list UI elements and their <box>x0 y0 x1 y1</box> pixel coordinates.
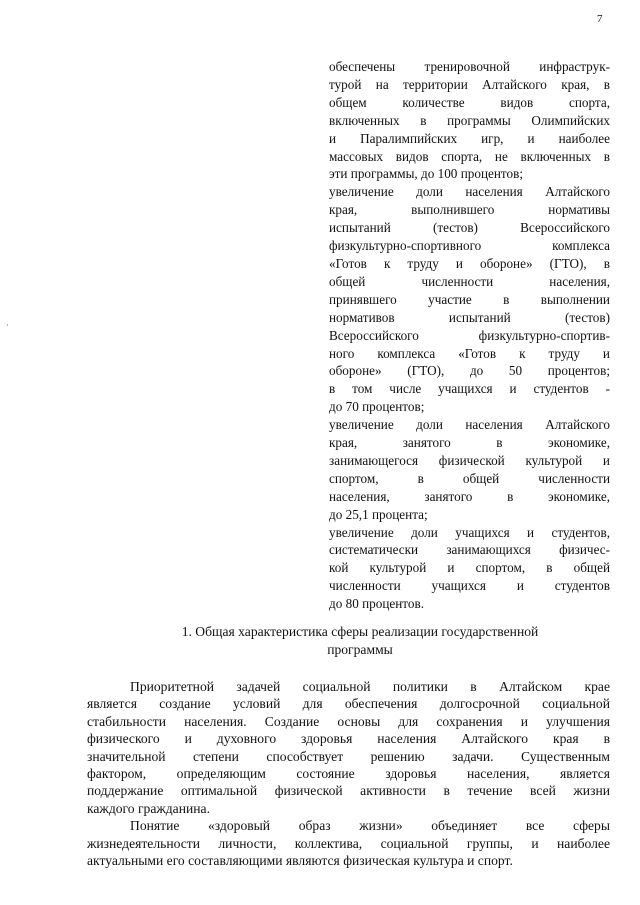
margin-mark: · <box>6 320 9 330</box>
text-line: включенных в программы Олимпийских <box>329 112 610 128</box>
text-line: поддержание оптимальной физической активности в течение всей жизни <box>87 783 610 799</box>
text-line: турой на территории Алтайского края, в <box>329 76 610 92</box>
text-line: и Паралимпийских игр, и наиболее <box>329 130 610 146</box>
text-line: испытаний (тестов) Всероссийского <box>329 220 610 236</box>
text-line: ного комплекса «Готов к труду и <box>329 345 610 361</box>
text-line: стабильности населения. Создание основы для сохранения и улучшения <box>87 713 610 729</box>
text-line: обороне» (ГТО), до 50 процентов; <box>329 363 610 379</box>
section-heading-line-1: 1. Общая характеристика сферы реализации государственной <box>181 624 539 639</box>
text-line: Приоритетной задачей социальной политики в Алтайском крае <box>130 679 610 694</box>
text-line: фактором, определяющим состояние здоровья населения, является <box>87 766 610 782</box>
text-line: до 80 процентов. <box>329 596 425 612</box>
text-line: является создание условий для обеспечения долгосрочной социальной <box>87 696 610 712</box>
goals-list-block <box>329 58 610 613</box>
text-line: эти программы, до 100 процентов; <box>329 166 523 182</box>
text-line: до 25,1 процента; <box>329 506 428 522</box>
text-line: численности учащихся и студентов <box>329 578 610 594</box>
text-line: общей численности населения, <box>329 273 610 289</box>
text-line: края, выполнившего нормативы <box>329 202 610 218</box>
text-line: в том числе учащихся и студентов - <box>329 381 610 397</box>
text-line: значительной степени способствует решению задачи. Существенным <box>87 748 610 764</box>
text-line: увеличение доли населения Алтайского <box>329 184 610 200</box>
text-line: спортом, в общей численности <box>329 470 610 486</box>
text-line: обеспечены тренировочной инфраструк- <box>329 59 610 74</box>
text-line: увеличение доли учащихся и студентов, <box>329 524 610 540</box>
text-line: систематически занимающихся физичес- <box>329 542 610 558</box>
text-line: кой культурой и спортом, в общей <box>329 560 610 576</box>
text-line: общем количестве видов спорта, <box>329 94 610 110</box>
text-line: Понятие «здоровый образ жизни» объединяет все сферы <box>130 818 610 834</box>
text-line: «Готов к труду и обороне» (ГТО), в <box>329 255 610 271</box>
text-line: физического и духовного здоровья населения Алтайского края в <box>87 731 610 747</box>
text-line: до 70 процентов; <box>329 399 425 415</box>
text-line: Всероссийского физкультурно-спортив- <box>329 327 610 343</box>
text-line: физкультурно-спортивного комплекса <box>329 238 610 254</box>
text-line: принявшего участие в выполнении <box>329 291 610 307</box>
text-line: каждого гражданина. <box>87 800 210 816</box>
text-line: нормативов испытаний (тестов) <box>329 309 610 325</box>
text-line: населения, занятого в экономике, <box>329 488 610 504</box>
text-line: занимающегося физической культурой и <box>329 452 610 468</box>
text-line: жизнедеятельности личности, коллектива, социальной группы, и наиболее <box>87 835 610 851</box>
text-line: актуальными его составляющими являются физическая культура и спорт. <box>87 853 513 869</box>
text-line: массовых видов спорта, не включенных в <box>329 148 610 164</box>
page-number: 7 <box>597 13 603 25</box>
text-line: увеличение доли населения Алтайского <box>329 417 610 433</box>
body-paragraphs <box>87 678 610 869</box>
section-heading-line-2: программы <box>327 641 393 657</box>
section-heading <box>90 623 630 659</box>
text-line: края, занятого в экономике, <box>329 435 610 451</box>
